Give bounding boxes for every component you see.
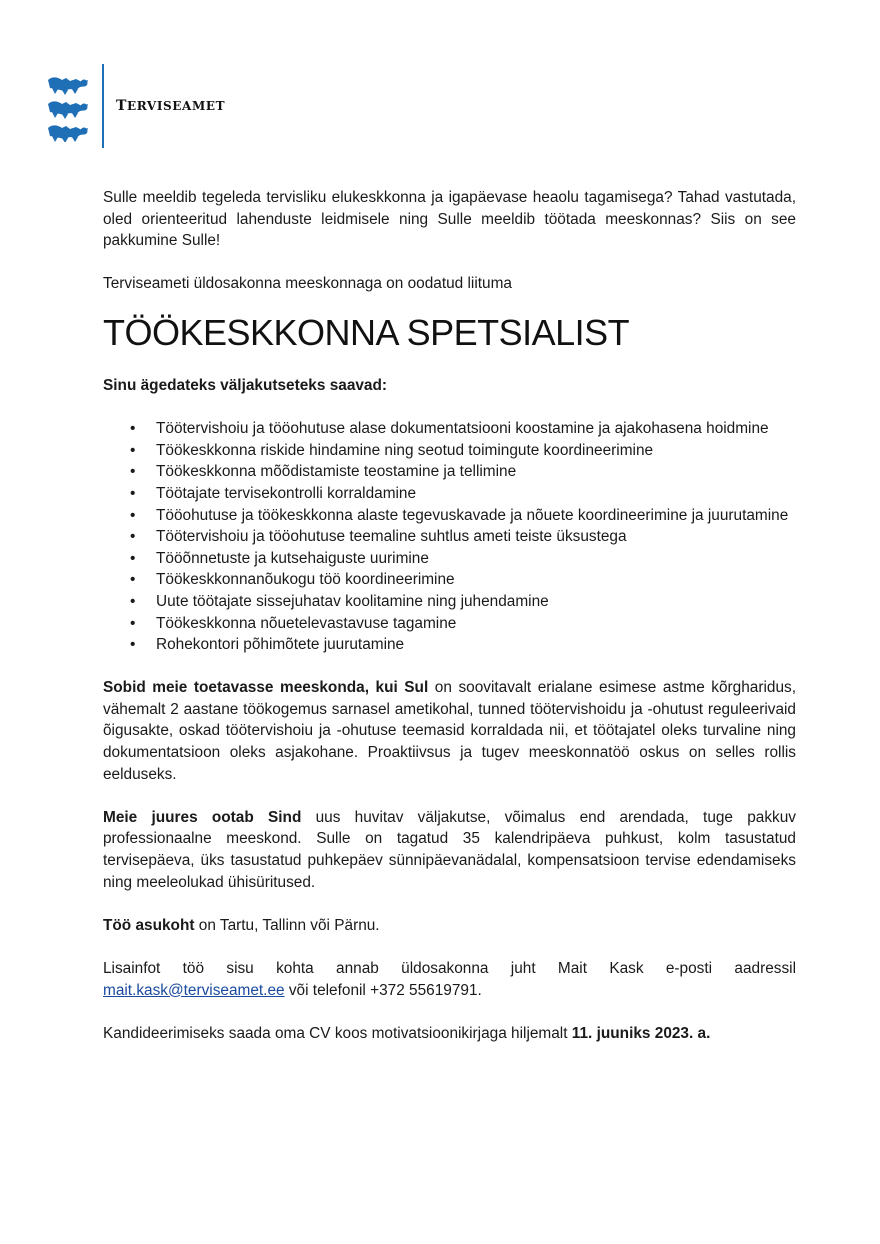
bullet-icon: • bbox=[130, 441, 136, 459]
challenge-list-item bbox=[103, 569, 796, 591]
job-title: TÖÖKESKKONNA SPETSIALIST bbox=[103, 311, 630, 353]
challenge-list-item bbox=[103, 461, 796, 483]
challenge-list-item bbox=[103, 440, 796, 462]
bullet-icon: • bbox=[130, 614, 136, 632]
intro-paragraph: Sulle meeldib tegeleda tervisliku elukeskkonna ja igapäevase heaolu tagamisega? Tahad vastutada, oled orienteeritud lahenduste leidmisele ning Sulle meeldib töötada meeskonnas? Siis on see pakkumine Sulle! bbox=[103, 189, 796, 250]
email-link[interactable]: mait.kask@terviseamet.ee bbox=[103, 981, 285, 999]
challenges-list bbox=[103, 418, 796, 656]
challenge-text: Tööohutuse ja töökeskkonna alaste tegevuskavade ja nõuete koordineerimine ja juurutamine bbox=[156, 506, 789, 524]
challenge-text: Töökeskkonnanõukogu töö koordineerimine bbox=[156, 571, 455, 589]
challenge-list-item bbox=[103, 548, 796, 570]
bullet-icon: • bbox=[130, 484, 136, 502]
challenge-text: Töökeskkonna nõuetelevastavuse tagamine bbox=[156, 614, 457, 632]
challenge-text: Töökeskkonna mõõdistamiste teostamine ja tellimine bbox=[156, 463, 517, 481]
bullet-icon: • bbox=[130, 549, 136, 567]
header bbox=[46, 64, 226, 148]
challenge-list-item bbox=[103, 418, 796, 440]
challenge-text: Töötajate tervisekontrolli korraldamine bbox=[156, 484, 417, 502]
logo-divider bbox=[102, 64, 104, 148]
coat-of-arms-icon bbox=[46, 70, 90, 142]
challenge-list-item bbox=[103, 634, 796, 656]
challenge-text: Töökeskkonna riskide hindamine ning seotud toimingute koordineerimine bbox=[156, 441, 654, 459]
bullet-icon: • bbox=[130, 506, 136, 524]
challenge-list-item bbox=[103, 591, 796, 613]
lead-sentence: Terviseameti üldosakonna meeskonnaga on oodatud liituma bbox=[103, 275, 512, 293]
bullet-icon: • bbox=[130, 571, 136, 589]
challenge-text: Rohekontori põhimõtete juurutamine bbox=[156, 636, 405, 654]
document-body bbox=[103, 187, 796, 1066]
fit-paragraph: Sobid meie toetavasse meeskonda, kui Sul on soovitavalt erialane esimese astme kõrgharidus, vähemalt 2 aastane töökogemus sarnasel ametikohal, tunned töötervishoidu ja -ohutust reguleerivaid õigusakte, oskad töötervishoiu ja -ohutuse teemasid korraldada nii, et töötajatel oleks turvaline ning dokumentatsioon oleks asjakohane. Proaktiivsus ja tugev meeskonnatöö oskus on selles rollis eelduseks. bbox=[103, 679, 797, 783]
bullet-icon: • bbox=[130, 420, 136, 438]
challenge-text: Uute töötajate sissejuhatav koolitamine ning juhendamine bbox=[156, 592, 549, 610]
challenge-list-item bbox=[103, 526, 796, 548]
bullet-icon: • bbox=[130, 528, 136, 546]
challenges-heading: Sinu ägedateks väljakutseteks saavad: bbox=[103, 376, 388, 394]
challenge-list-item bbox=[103, 483, 796, 505]
challenge-list-item bbox=[103, 505, 796, 527]
challenge-text: Töötervishoiu ja tööohutuse teemaline suhtlus ameti teiste üksustega bbox=[156, 528, 627, 546]
offer-paragraph: Meie juures ootab Sind uus huvitav väljakutse, võimalus end arendada, tuge pakkuv professionaalne meeskond. Sulle on tagatud 35 kalendripäeva puhkust, kolm tasustatud tervisepäeva, üks tasustatud puhkepäev sünnipäevanädalal, kompensatsioon tervise edendamiseks ning meeleolukad ühisüritused. bbox=[103, 808, 796, 891]
challenge-text: Tööõnnetuste ja kutsehaiguste uurimine bbox=[156, 549, 429, 567]
contact-paragraph: Lisainfot töö sisu kohta annab üldosakonna juht Mait Kask e-posti aadressil mait.kask@terviseamet.ee või telefonil +372 55619791. bbox=[103, 960, 796, 999]
deadline-paragraph: Kandideerimiseks saada oma CV koos motivatsioonikirjaga hiljemalt 11. juuniks 2023. a. bbox=[103, 1024, 711, 1042]
org-name: TERVISEAMET bbox=[116, 98, 226, 114]
bullet-icon: • bbox=[130, 592, 136, 610]
location-paragraph: Töö asukoht on Tartu, Tallinn või Pärnu. bbox=[103, 916, 380, 934]
bullet-icon: • bbox=[130, 463, 136, 481]
challenge-list-item bbox=[103, 613, 796, 635]
challenge-text: Töötervishoiu ja tööohutuse alase dokumentatsiooni koostamine ja ajakohasena hoidmine bbox=[156, 420, 769, 438]
bullet-icon: • bbox=[130, 636, 136, 654]
